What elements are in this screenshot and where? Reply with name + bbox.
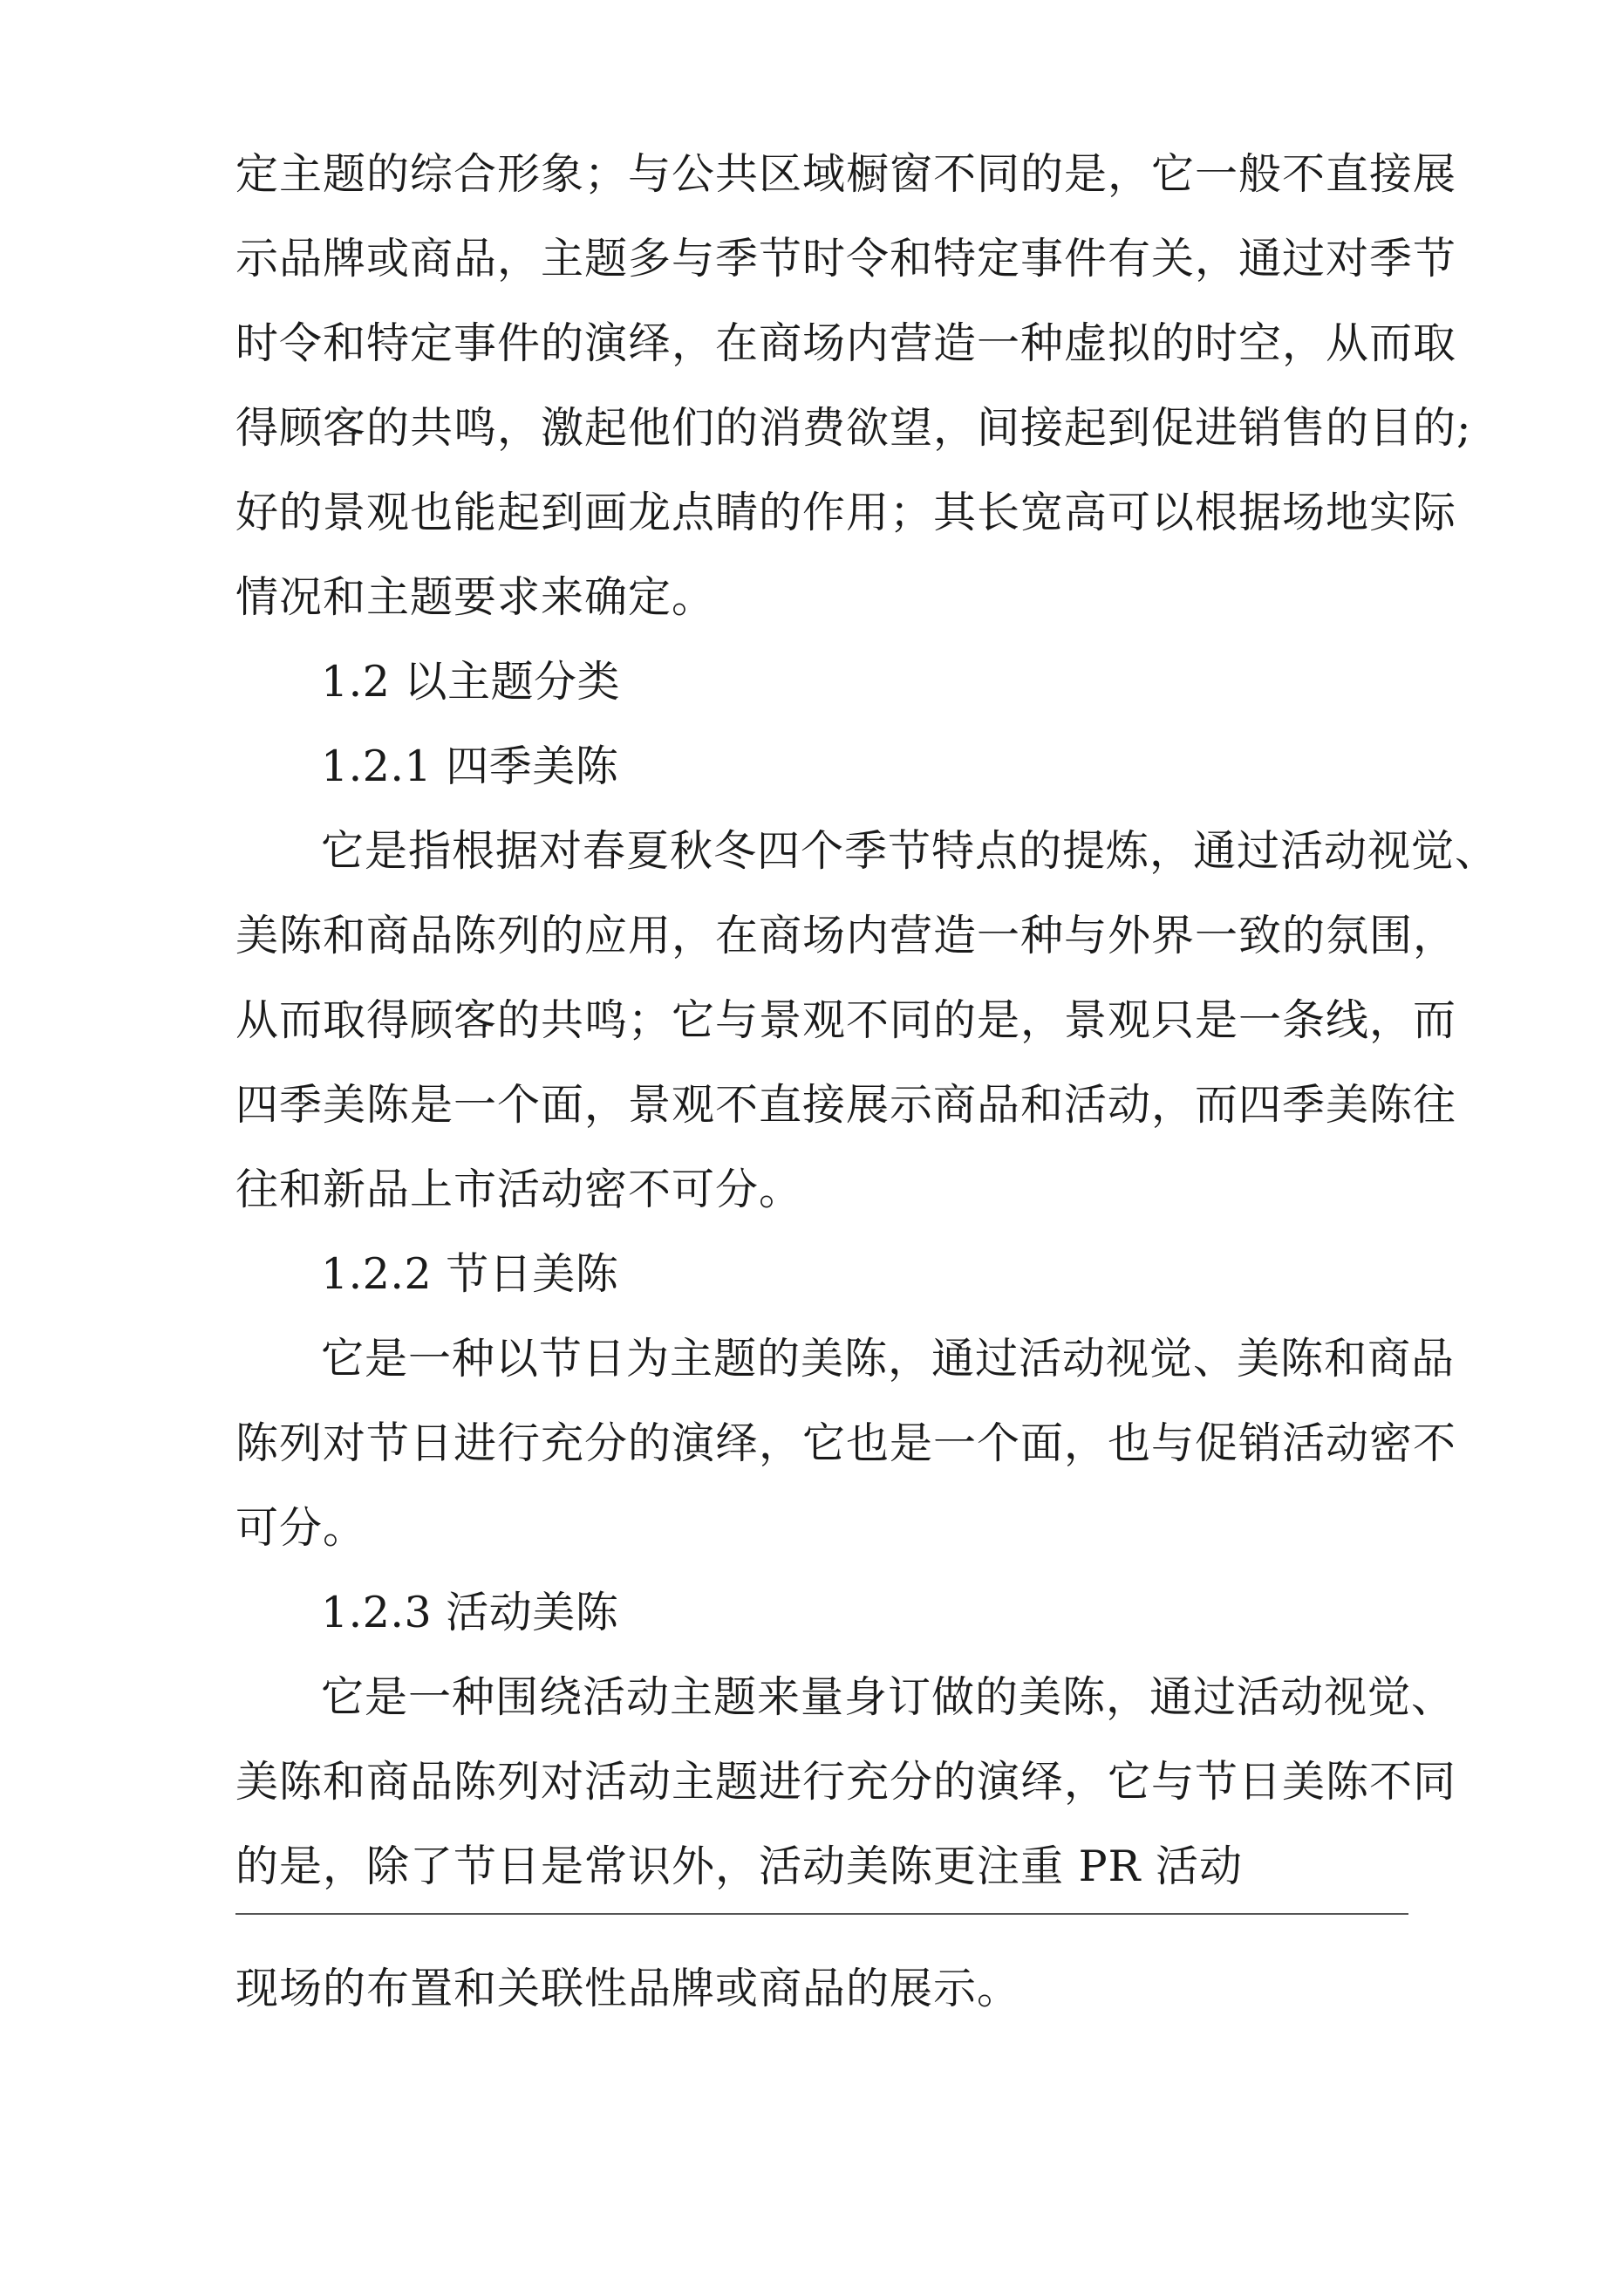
section-heading: 1.2 以主题分类	[321, 657, 621, 707]
subsection-heading: 1.2.1 四季美陈	[321, 741, 619, 791]
paragraph-line: 时令和特定事件的演绎，在商场内营造一种虚拟的时空，从而取	[235, 318, 1457, 368]
paragraph-line: 从而取得顾客的共鸣；它与景观不同的是，景观只是一条线，而	[235, 995, 1457, 1045]
subsection-heading: 1.2.3 活动美陈	[321, 1588, 619, 1637]
paragraph-line: 它是一种围绕活动主题来量身订做的美陈，通过活动视觉、	[321, 1672, 1456, 1722]
paragraph-line: 往和新品上市活动密不可分。	[235, 1165, 803, 1214]
paragraph-line: 定主题的综合形象；与公共区域橱窗不同的是，它一般不直接展	[235, 149, 1457, 199]
paragraph-line: 的是，除了节日是常识外，活动美陈更注重 PR 活动	[235, 1842, 1244, 1891]
paragraph-line: 示品牌或商品，主题多与季节时令和特定事件有关，通过对季节	[235, 234, 1457, 284]
paragraph-line: 美陈和商品陈列对活动主题进行充分的演绎，它与节日美陈不同	[235, 1757, 1457, 1807]
paragraph-line: 情况和主题要求来确定。	[235, 572, 716, 622]
paragraph-line: 好的景观也能起到画龙点睛的作用；其长宽高可以根据场地实际	[235, 488, 1457, 537]
paragraph-line: 可分。	[235, 1503, 367, 1553]
paragraph-line: 它是指根据对春夏秋冬四个季节特点的提炼，通过活动视觉、	[321, 826, 1499, 876]
continuation-line: 现场的布置和关联性品牌或商品的展示。	[235, 1964, 1021, 2013]
paragraph-line: 陈列对节日进行充分的演绎，它也是一个面，也与促销活动密不	[235, 1418, 1457, 1468]
paragraph-line: 它是一种以节日为主题的美陈，通过活动视觉、美陈和商品	[321, 1334, 1456, 1384]
paragraph-line: 四季美陈是一个面，景观不直接展示商品和活动，而四季美陈往	[235, 1080, 1457, 1130]
page-divider	[235, 1913, 1408, 1915]
paragraph-line: 得顾客的共鸣，激起他们的消费欲望，间接起到促进销售的目的;	[235, 403, 1472, 453]
subsection-heading: 1.2.2 节日美陈	[321, 1249, 619, 1299]
paragraph-line: 美陈和商品陈列的应用，在商场内营造一种与外界一致的氛围，	[235, 911, 1457, 960]
